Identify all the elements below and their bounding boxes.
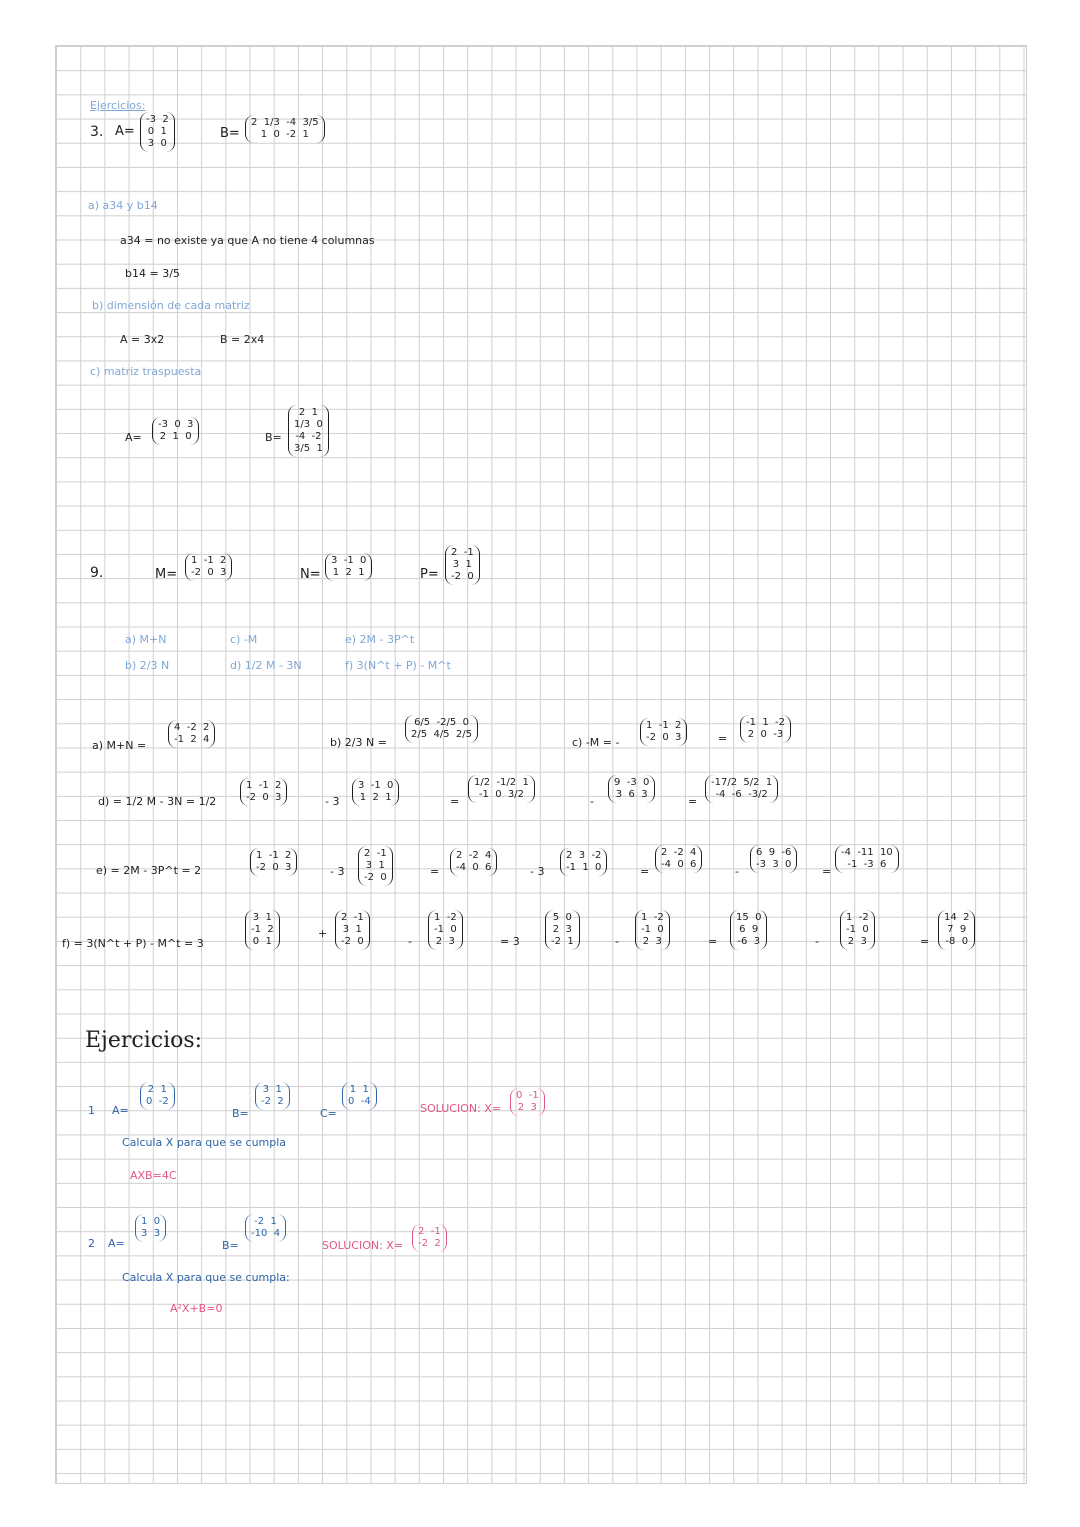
ex3-matrix-Bt-row: 2 1 — [298, 407, 318, 418]
sol-f-matrix-7-row: 2 3 — [847, 936, 867, 947]
ex9-matrix-N-row: 3 -1 0 — [331, 555, 367, 566]
e1-matrix-B-row: 3 1 — [262, 1084, 282, 1095]
sol-f-label: f) = 3(N^t + P) - M^t = 3 — [62, 937, 204, 950]
sol-a-matrix-row: 4 -2 2 — [174, 722, 210, 733]
e1-number: 1 — [88, 1104, 95, 1117]
e1-C-label: C= — [320, 1107, 337, 1120]
ex9-item-b: b) 2/3 N — [125, 659, 170, 672]
sol-e-eq1: = — [430, 865, 440, 878]
sol-e-matrix-6 — [750, 845, 797, 873]
sol-e-label: e) = 2M - 3P^t = 2 — [96, 864, 202, 877]
sol-a-matrix-row: -1 2 4 — [174, 734, 210, 745]
sol-c-result — [740, 715, 791, 743]
ex9-matrix-P-row: 3 1 — [452, 559, 472, 570]
ex9-N-label: N= — [300, 567, 321, 582]
ex3-number: 3. — [90, 124, 104, 140]
sol-f-matrix-5-row: 1 -2 — [641, 912, 664, 923]
e1-B-label: B= — [232, 1107, 249, 1120]
sol-e-matrix-5-row: 2 -2 4 — [661, 847, 697, 858]
ex9-number: 9. — [90, 565, 104, 581]
ex3-matrix-At — [152, 417, 199, 445]
e1-matrix-C-row: 0 -4 — [348, 1096, 371, 1107]
sol-d-matrix-2-row: 3 -1 0 — [358, 780, 394, 791]
e2-number: 2 — [88, 1237, 95, 1250]
sol-f-matrix-5-row: 2 3 — [642, 936, 662, 947]
ex3-matrix-B-row: 1 0 -2 1 — [260, 129, 309, 140]
sol-c-matrix-1 — [640, 718, 687, 746]
sol-f-matrix-2-row: 3 1 — [342, 924, 362, 935]
ex3-matrix-Bt-row: 1/3 0 — [294, 419, 323, 430]
e2-solution-matrix-row: 2 -1 — [418, 1226, 441, 1237]
sol-d-minus: - — [590, 795, 594, 808]
ex3-matrix-A-row: -3 2 — [146, 114, 169, 125]
sol-e-matrix-1-row: -2 0 3 — [256, 862, 292, 873]
ex9-matrix-P-row: -2 0 — [451, 571, 474, 582]
e1-line2: AXB=4C — [130, 1169, 177, 1182]
sol-b-matrix-row: 6/5 -2/5 0 — [414, 717, 469, 728]
sol-f-minus2: - — [615, 935, 619, 948]
e1-matrix-A-row: 2 1 — [147, 1084, 167, 1095]
sol-a-matrix — [168, 720, 215, 748]
sol-f-eq4: = — [920, 935, 930, 948]
e2-solution-matrix — [412, 1224, 447, 1252]
ex3-a-line1: a34 = no existe ya que A no tiene 4 columnas — [120, 234, 375, 247]
ex3-matrix-At-row: 2 1 0 — [159, 431, 192, 442]
ex3-a-title: a) a34 y b14 — [88, 199, 158, 212]
e1-line1: Calcula X para que se cumpla — [122, 1136, 287, 1149]
sol-e-matrix-2 — [358, 846, 393, 886]
e2-A-label: A= — [108, 1237, 125, 1250]
sol-f-matrix-4-row: 2 3 — [552, 924, 572, 935]
e2-matrix-B — [245, 1214, 286, 1242]
ex9-matrix-M-row: -2 0 3 — [191, 567, 227, 578]
e1-matrix-B-row: -2 2 — [261, 1096, 284, 1107]
sol-e-result — [835, 845, 899, 873]
sol-f-matrix-5-row: -1 0 — [641, 924, 664, 935]
sol-f-matrix-2 — [335, 910, 370, 950]
ex3-b-A: A = 3x2 — [120, 333, 165, 346]
e1-solution-label: SOLUCION: X= — [420, 1102, 502, 1115]
ex9-item-d: d) 1/2 M - 3N — [230, 659, 302, 672]
sol-f-eq2: = — [708, 935, 718, 948]
sol-e-eq2: = — [640, 865, 650, 878]
sol-e-matrix-2-row: -2 0 — [364, 872, 387, 883]
sol-b-label: b) 2/3 N = — [330, 736, 387, 749]
sol-d-minus3: - 3 — [325, 795, 340, 808]
sol-e-matrix-3-row: 2 -2 4 — [456, 850, 492, 861]
e1-matrix-C-row: 1 1 — [349, 1084, 369, 1095]
e1-solution-matrix-row: 2 3 — [517, 1102, 537, 1113]
ex3-a-line2: b14 = 3/5 — [125, 267, 180, 280]
grid-paper — [55, 45, 1027, 1484]
sol-c-matrix-1-row: 1 -1 2 — [646, 720, 682, 731]
ex9-M-label: M= — [155, 567, 178, 582]
sol-d-eq2: = — [688, 795, 698, 808]
sol-f-eq3: = 3 — [500, 935, 520, 948]
sol-e-matrix-4-row: 2 3 -2 — [566, 850, 602, 861]
ex9-matrix-P-row: 2 -1 — [451, 547, 474, 558]
sol-f-matrix-4 — [545, 910, 580, 950]
sol-d-matrix-4 — [608, 775, 655, 803]
sol-f-matrix-1 — [245, 910, 280, 950]
sol-f-matrix-1-row: -1 2 — [251, 924, 274, 935]
sol-e-matrix-1-row: 1 -1 2 — [256, 850, 292, 861]
ex3-matrix-Bt — [288, 405, 329, 457]
sol-f-plus: + — [318, 927, 328, 940]
sol-d-matrix-1-row: -2 0 3 — [246, 792, 282, 803]
ex9-matrix-M — [185, 553, 232, 581]
sol-d-matrix-3 — [468, 775, 535, 803]
sol-f-matrix-6-row: 6 9 — [739, 924, 759, 935]
e1-matrix-C — [342, 1082, 377, 1110]
ex3-b-B: B = 2x4 — [220, 333, 265, 346]
ex9-matrix-M-row: 1 -1 2 — [191, 555, 227, 566]
sol-b-matrix — [405, 715, 478, 743]
ex9-matrix-N — [325, 553, 372, 581]
sol-d-matrix-1-row: 1 -1 2 — [246, 780, 282, 791]
sol-d-matrix-3-row: 1/2 -1/2 1 — [474, 777, 529, 788]
sol-f-matrix-4-row: -2 1 — [551, 936, 574, 947]
e2-matrix-A — [135, 1214, 166, 1242]
e2-matrix-A-row: 3 3 — [141, 1228, 161, 1239]
e2-matrix-B-row: -2 1 — [254, 1216, 277, 1227]
sol-f-matrix-7-row: 1 -2 — [846, 912, 869, 923]
ex3-matrix-At-row: -3 0 3 — [158, 419, 194, 430]
sol-d-label: d) = 1/2 M - 3N = 1/2 — [98, 795, 217, 808]
sol-f-minus3: - — [815, 935, 819, 948]
sol-f-matrix-7-row: -1 0 — [846, 924, 869, 935]
ex9-item-a: a) M+N — [125, 633, 167, 646]
sol-c-result-row: 2 0 -3 — [747, 729, 784, 740]
sol-e-minus3b: - 3 — [530, 865, 545, 878]
header-title: Ejercicios: — [90, 99, 146, 112]
sol-f-matrix-1-row: 3 1 — [252, 912, 272, 923]
sol-c-result-row: -1 1 -2 — [746, 717, 786, 728]
sol-c-matrix-1-row: -2 0 3 — [646, 732, 682, 743]
sol-f-matrix-3-row: -1 0 — [434, 924, 457, 935]
ex3-B-label: B= — [220, 126, 240, 141]
ex3-matrix-A-row: 0 1 — [147, 126, 167, 137]
ex3-matrix-Bt-row: 3/5 1 — [294, 443, 323, 454]
sol-e-matrix-2-row: 2 -1 — [364, 848, 387, 859]
sol-f-matrix-2-row: -2 0 — [341, 936, 364, 947]
sol-d-result-row: -4 -6 -3/2 — [715, 789, 768, 800]
ex3-At-label: A= — [125, 431, 142, 444]
sol-e-eq3: = — [822, 865, 832, 878]
sol-f-matrix-7 — [840, 910, 875, 950]
sol-c-label: c) -M = - — [572, 736, 620, 749]
sol-d-eq1: = — [450, 795, 460, 808]
e1-matrix-A-row: 0 -2 — [146, 1096, 169, 1107]
sol-f-matrix-2-row: 2 -1 — [341, 912, 364, 923]
sol-d-matrix-1 — [240, 778, 287, 806]
sol-f-matrix-3-row: 2 3 — [435, 936, 455, 947]
sol-f-result-row: 7 9 — [947, 924, 967, 935]
sol-d-matrix-4-row: 3 6 3 — [615, 789, 648, 800]
sol-e-matrix-3-row: -4 0 6 — [456, 862, 492, 873]
sol-e-matrix-5-row: -4 0 6 — [661, 859, 697, 870]
sol-f-result-row: -8 0 — [945, 936, 969, 947]
sol-f-result — [938, 910, 975, 950]
sol-e-matrix-5 — [655, 845, 702, 873]
ex3-c-title: c) matriz traspuesta — [90, 365, 202, 378]
sol-f-matrix-5 — [635, 910, 670, 950]
ex3-matrix-B-row: 2 1/3 -4 3/5 — [251, 117, 319, 128]
sol-e-matrix-4 — [560, 848, 607, 876]
sol-b-matrix-row: 2/5 4/5 2/5 — [411, 729, 472, 740]
sol-c-eq: = — [718, 732, 728, 745]
sol-f-matrix-3 — [428, 910, 463, 950]
sol-d-matrix-4-row: 9 -3 0 — [614, 777, 650, 788]
sol-e-matrix-6-row: -3 3 0 — [756, 859, 792, 870]
sol-d-matrix-3-row: -1 0 3/2 — [478, 789, 525, 800]
sol-d-result — [705, 775, 778, 803]
ex9-item-c: c) -M — [230, 633, 258, 646]
sol-f-minus1: - — [408, 935, 412, 948]
e2-line1: Calcula X para que se cumpla: — [122, 1271, 290, 1284]
sol-f-matrix-6-row: -6 3 — [737, 936, 761, 947]
ex3-matrix-A — [140, 112, 175, 152]
sol-f-matrix-3-row: 1 -2 — [434, 912, 457, 923]
sol-d-result-row: -17/2 5/2 1 — [711, 777, 773, 788]
sol-e-matrix-4-row: -1 1 0 — [566, 862, 602, 873]
sol-f-matrix-1-row: 0 1 — [252, 936, 272, 947]
sol-e-matrix-3 — [450, 848, 497, 876]
sol-d-matrix-2 — [352, 778, 399, 806]
e2-matrix-A-row: 1 0 — [141, 1216, 161, 1227]
e1-matrix-A — [140, 1082, 175, 1110]
sol-f-matrix-6 — [730, 910, 767, 950]
ex3-matrix-Bt-row: -4 -2 — [295, 431, 322, 442]
e1-solution-matrix-row: 0 -1 — [516, 1090, 539, 1101]
ex9-matrix-P — [445, 545, 480, 585]
ex3-A-label: A= — [115, 124, 135, 139]
e2-matrix-B-row: -10 4 — [251, 1228, 281, 1239]
e2-B-label: B= — [222, 1239, 239, 1252]
sol-d-matrix-2-row: 1 2 1 — [359, 792, 392, 803]
sol-e-result-row: -4 -11 10 — [841, 847, 893, 858]
ex3-matrix-B — [245, 115, 325, 143]
ex3-Bt-label: B= — [265, 431, 282, 444]
e1-solution-matrix — [510, 1088, 545, 1116]
e2-solution-label: SOLUCION: X= — [322, 1239, 404, 1252]
ex9-item-e: e) 2M - 3P^t — [345, 633, 415, 646]
e2-solution-matrix-row: -2 2 — [418, 1238, 441, 1249]
ex9-item-f: f) 3(N^t + P) - M^t — [345, 659, 451, 672]
sol-e-matrix-2-row: 3 1 — [365, 860, 385, 871]
e1-A-label: A= — [112, 1104, 129, 1117]
ex9-P-label: P= — [420, 567, 439, 582]
ex3-b-title: b) dimensión de cada matriz — [92, 299, 250, 312]
sol-a-label: a) M+N = — [92, 739, 147, 752]
sol-f-matrix-4-row: 5 0 — [552, 912, 572, 923]
sol-f-result-row: 14 2 — [944, 912, 970, 923]
sol-e-matrix-6-row: 6 9 -6 — [756, 847, 792, 858]
sol-e-minus: - — [735, 865, 739, 878]
ejercicios-title: Ejercicios: — [85, 1028, 203, 1053]
e2-line2: A²X+B=0 — [170, 1302, 223, 1315]
ex9-matrix-N-row: 1 2 1 — [332, 567, 365, 578]
ex3-matrix-A-row: 3 0 — [147, 138, 167, 149]
e1-matrix-B — [255, 1082, 290, 1110]
sol-f-matrix-6-row: 15 0 — [736, 912, 762, 923]
sol-e-result-row: -1 -3 6 — [847, 859, 887, 870]
sol-e-matrix-1 — [250, 848, 297, 876]
sol-e-minus3: - 3 — [330, 865, 345, 878]
